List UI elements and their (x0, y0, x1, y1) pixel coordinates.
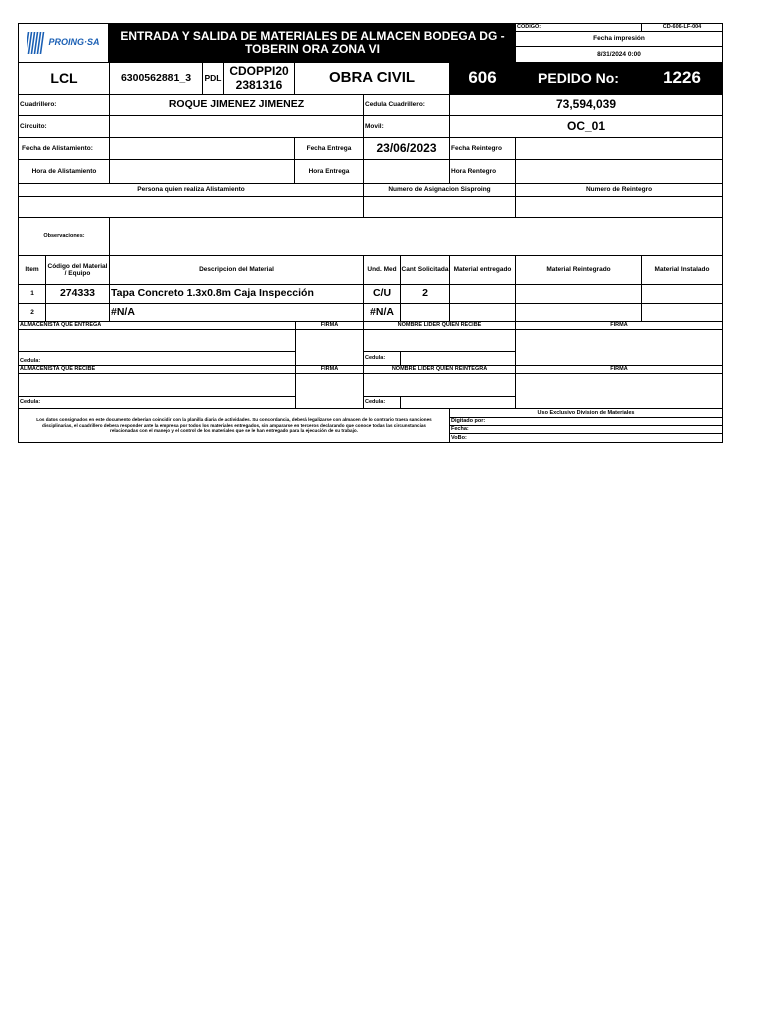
hora-entrega-value (363, 159, 450, 184)
firma-label-2: FIRMA (515, 321, 723, 330)
numero-reintegro-value (515, 196, 723, 218)
cedula-label-1: Cedula: (18, 351, 296, 366)
col-header-codigo: Código del Material / Equipo (45, 255, 110, 285)
table-row-1-descripcion: Tapa Concreto 1.3x0.8m Caja Inspección (109, 284, 364, 304)
hora-reintegro-label: Hora Rentegro (449, 159, 516, 184)
table-row-1-reintegrado (515, 284, 642, 304)
table-row-1-item: 1 (18, 284, 46, 304)
cedula-label-4: Cedula: (363, 396, 401, 409)
pedido-value: 1226 (641, 62, 723, 95)
document-title: ENTRADA Y SALIDA DE MATERIALES DE ALMACEN BODEGA DG - TOBERIN ORA ZONA VI (109, 23, 516, 63)
fecha-impresion-value: 8/31/2024 0:00 (515, 46, 723, 63)
fecha-reintegro-value (515, 137, 723, 160)
table-row-2-codigo (45, 303, 110, 322)
col-header-descripcion: Descripcion del Material (109, 255, 364, 285)
table-row-2-descripcion: #N/A (109, 303, 364, 322)
cedula-label-2: Cedula: (363, 351, 401, 366)
fecha-alistamiento-value (109, 137, 295, 160)
fecha-impresion-label: Fecha impresión (515, 31, 723, 47)
firma-label-3: FIRMA (295, 365, 364, 374)
vobo-label: VoBo: (449, 433, 723, 443)
almacenista-recibe-signature (18, 373, 296, 397)
lider-reintegra-label: NOMBRE LIDER QUIEN REINTEGRA (363, 365, 516, 374)
observaciones-label: Observaciones: (18, 217, 110, 256)
persona-alistamiento-value (18, 196, 364, 218)
col-header-item: Item (18, 255, 46, 285)
firma-label-1: FIRMA (295, 321, 364, 330)
col-header-reintegrado: Material Reintegrado (515, 255, 642, 285)
asignacion-value (363, 196, 516, 218)
firma-box-2 (515, 329, 723, 366)
circuito-label: Circuito: (18, 115, 110, 138)
col-header-instalado: Material Instalado (641, 255, 723, 285)
firma-label-4: FIRMA (515, 365, 723, 374)
table-row-2-reintegrado (515, 303, 642, 322)
table-row-2-instalado (641, 303, 723, 322)
pedido-label: PEDIDO No: (515, 62, 642, 95)
hora-alistamiento-value (109, 159, 295, 184)
disclaimer-text: Los datos consignados en este documento deberían coincidir con la planilla diaria de actividades. Su concordancia, deberá legalizarse con almacen de lo contrario traera sanciones disciplinarias, el cuadrillero debera responder ante la empresa por todos los materiales entregados, sin ampararse en terceros declarando que conoce todas las circunstancias relacionadas con el manejo y el control de los materiales que se le han entregado para la ejecución de su trabajo. (36, 416, 432, 434)
almacenista-entrega-label: ALMACENISTA QUE ENTREGA (18, 321, 296, 330)
codigo-label: CODIGO: (515, 23, 642, 32)
table-row-1-instalado (641, 284, 723, 304)
cuadrillero-label: Cuadrillero: (18, 94, 110, 116)
col-header-entregado: Material entregado (449, 255, 516, 285)
fecha-alistamiento-label: Fecha de Alistamiento: (18, 137, 110, 160)
lcl-label: LCL (18, 62, 110, 95)
firma-box-3 (295, 373, 364, 409)
persona-alistamiento-label: Persona quien realiza Alistamiento (18, 183, 364, 197)
col-header-cant: Cant Solicitada (400, 255, 450, 285)
hora-reintegro-value (515, 159, 723, 184)
codigo-value: CD-606-LF-004 (641, 23, 723, 32)
lider-reintegra-signature (363, 373, 516, 397)
cedula-label-3: Cedula: (18, 396, 296, 409)
logo-box (18, 23, 109, 63)
table-row-2-cant (400, 303, 450, 322)
logo-stripes-icon (27, 30, 45, 56)
fecha-label: Fecha: (449, 425, 723, 434)
fecha-reintegro-label: Fecha Reintegro (449, 137, 516, 160)
company-logo (27, 30, 99, 56)
table-row-1-codigo: 274333 (45, 284, 110, 304)
table-row-1-und: C/U (363, 284, 401, 304)
col-header-und: Und. Med (363, 255, 401, 285)
table-row-1-cant: 2 (400, 284, 450, 304)
cedula-cuadrillero-value: 73,594,039 (449, 94, 723, 116)
movil-value: OC_01 (449, 115, 723, 138)
digitado-label: Digitado por: (449, 417, 723, 426)
cedula-value-2 (400, 351, 516, 366)
firma-box-4 (515, 373, 723, 409)
obra-type: OBRA CIVIL (294, 62, 450, 95)
fecha-entrega-value: 23/06/2023 (363, 137, 450, 160)
obra-number: 606 (449, 62, 516, 95)
hora-entrega-label: Hora Entrega (294, 159, 364, 184)
pdl-label: PDL (202, 62, 224, 95)
hora-alistamiento-label: Hora de Alistamiento (18, 159, 110, 184)
almacenista-recibe-label: ALMACENISTA QUE RECIBE (18, 365, 296, 374)
circuito-value (109, 115, 364, 138)
logo-text: PROING·SA (48, 37, 100, 48)
fecha-entrega-label: Fecha Entrega (294, 137, 364, 160)
almacenista-entrega-signature (18, 329, 296, 352)
pdl-value: CDOPPI202381316 (223, 62, 295, 95)
table-row-2-und: #N/A (363, 303, 401, 322)
observaciones-value (109, 217, 723, 256)
cuadrillero-value: ROQUE JIMENEZ JIMENEZ (109, 94, 364, 116)
cedula-cuadrillero-label: Cedula Cuadrillero: (363, 94, 450, 116)
movil-label: Movil: (363, 115, 450, 138)
lider-recibe-signature (363, 329, 516, 352)
asignacion-label: Numero de Asignacion Sisproing (363, 183, 516, 197)
uso-exclusivo-label: Uso Exclusivo Division de Materiales (449, 408, 723, 418)
firma-box-1 (295, 329, 364, 366)
table-row-2-entregado (449, 303, 516, 322)
lider-recibe-label: NOMBRE LIDER QUIEN RECIBE (363, 321, 516, 330)
lcl-code: 6300562881_3 (109, 62, 203, 95)
table-row-2-item: 2 (18, 303, 46, 322)
numero-reintegro-label: Numero de Reintegro (515, 183, 723, 197)
disclaimer-box (18, 408, 450, 443)
table-row-1-entregado (449, 284, 516, 304)
